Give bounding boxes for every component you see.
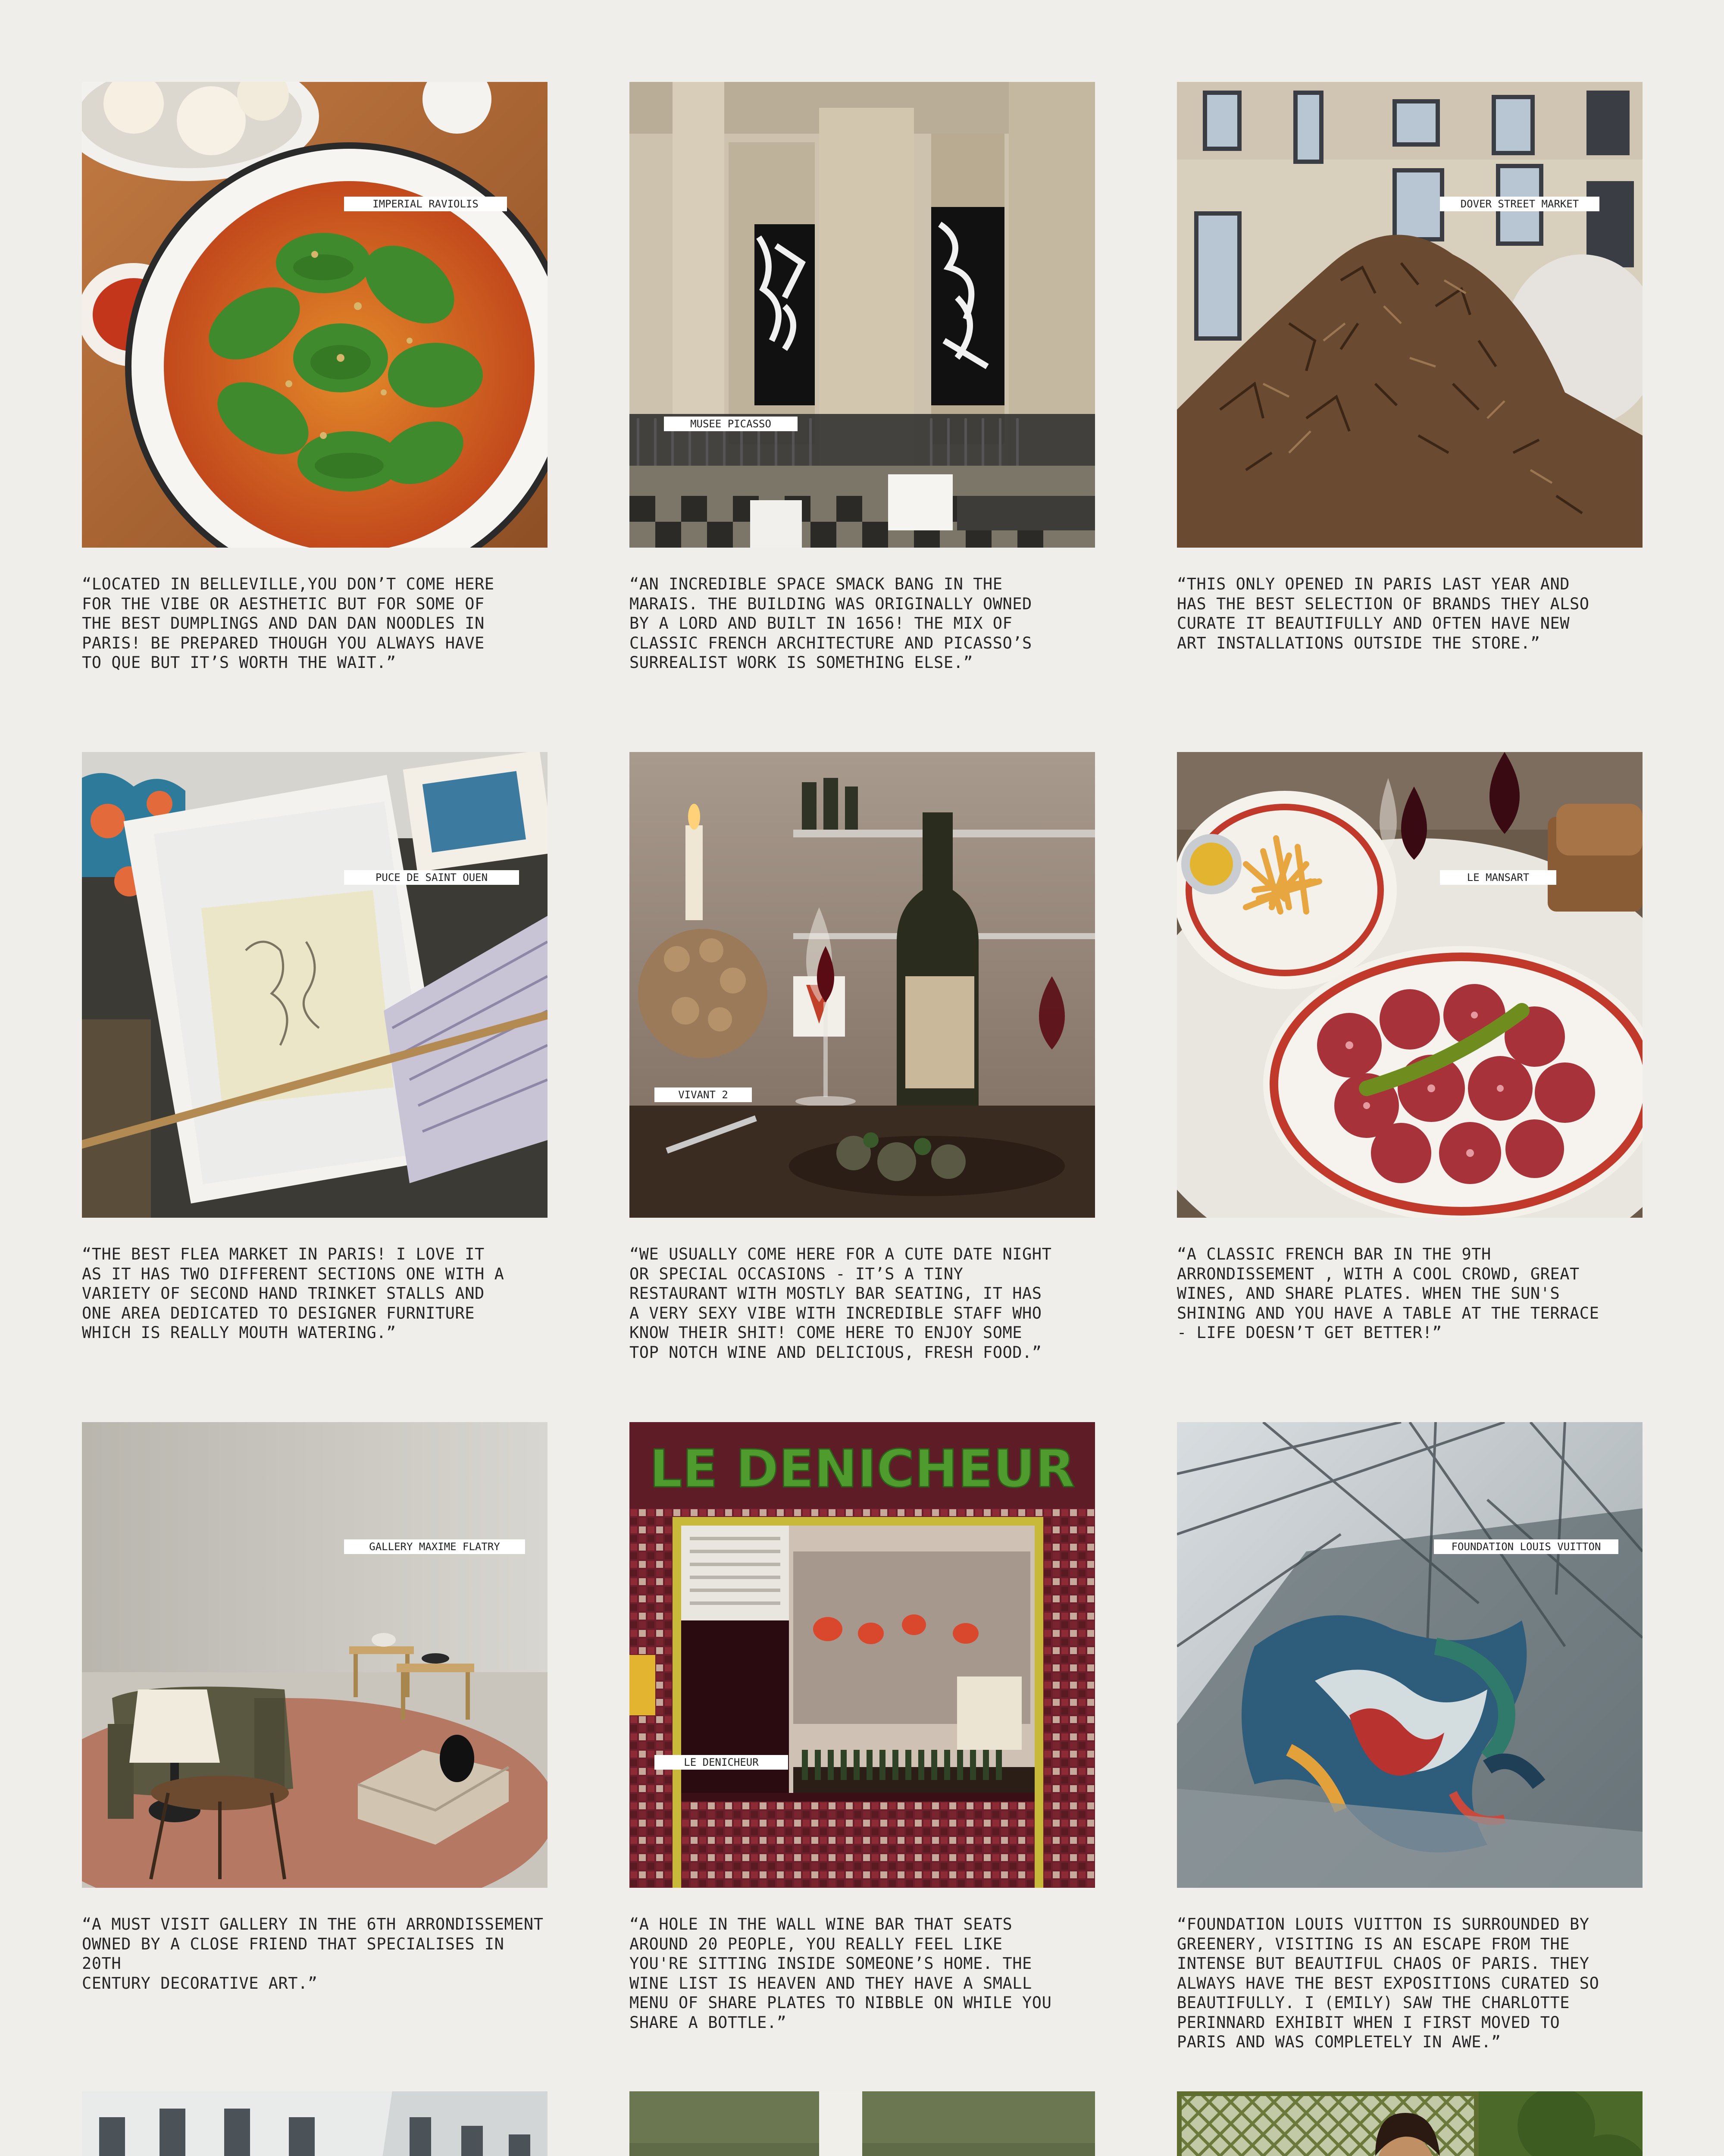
place-card-foundation-louis-vuitton [1177,1422,1643,2051]
place-card-le-mansart [1177,752,1643,1342]
photo-vivant-2 [629,752,1095,1218]
place-caption: “THIS ONLY OPENED IN PARIS LAST YEAR AND HAS THE BEST SELECTION OF BRANDS THEY ALSO CURATE IT BEAUTIFULLY AND OFTEN HAVE NEW ART INSTALLATIONS OUTSIDE THE STORE.” [1177,575,1589,652]
place-card-puce-de-saint-ouen [82,752,548,1342]
photo-gallery-maxime-flatry [82,1422,548,1888]
place-caption: “A MUST VISIT GALLERY IN THE 6TH ARRONDISSEMENT OWNED BY A CLOSE FRIEND THAT SPECIALISES IN 20TH CENTURY DECORATIVE ART.” [82,1915,544,1993]
place-card-le-cornichon [82,2091,548,2156]
place-card-dreaming-man [1177,2091,1643,2156]
photo-dover-street-market [1177,82,1643,548]
place-caption: “AN INCREDIBLE SPACE SMACK BANG IN THE MARAIS. THE BUILDING WAS ORIGINALLY OWNED BY A LORD AND BUILT IN 1656! THE MIX OF CLASSIC FRENCH ARCHITECTURE AND PICASSO’S SURREALIST WORK IS SOMETHING ELSE.” [629,575,1032,672]
photo-the-broken-arm [629,2091,1095,2156]
photo-imperial-raviolis [82,82,548,548]
place-card-imperial-raviolis [82,82,548,672]
place-caption: “A HOLE IN THE WALL WINE BAR THAT SEATS AROUND 20 PEOPLE, YOU REALLY FEEL LIKE YOU'RE SITTING INSIDE SOMEONE’S HOME. THE WINE LIST IS HEAVEN AND THEY HAVE A SMALL MENU OF SHARE PLATES TO NIBBLE ON WHILE YOU SHARE A BOTTLE.” [629,1915,1052,2032]
place-card-musee-picasso [629,82,1095,672]
place-label: FOUNDATION LOUIS VUITTON [1434,1539,1618,1554]
denicheur-facade-sign: LE DENICHEUR [649,1439,1075,1499]
photo-le-denicheur [629,1422,1095,1888]
place-label: LE MANSART [1440,870,1556,885]
photo-puce-de-saint-ouen [82,752,548,1218]
place-card-le-denicheur [629,1422,1095,2032]
photo-foundation-louis-vuitton [1177,1422,1643,1888]
place-caption: “FOUNDATION LOUIS VUITTON IS SURROUNDED BY GREENERY, VISITING IS AN ESCAPE FROM THE INTENSE BUT BEAUTIFUL CHAOS OF PARIS. THEY ALWAYS HAVE THE BEST EXPOSITIONS CURATED SO BEAUTIFULLY. I (EMILY) SAW THE CHARLOTTE PERINNARD EXHIBIT WHEN I FIRST MOVED TO PARIS AND WAS COMPLETELY IN AWE.” [1177,1915,1599,2051]
place-caption: “WE USUALLY COME HERE FOR A CUTE DATE NIGHT OR SPECIAL OCCASIONS - IT’S A TINY RESTAURANT WITH MOSTLY BAR SEATING, IT HAS A VERY SEXY VIBE WITH INCREDIBLE STAFF WHO KNOW THEIR SHIT! COME HERE TO ENJOY SOME TOP NOTCH WINE AND DELICIOUS, FRESH FOOD.” [629,1245,1052,1362]
photo-dreaming-man [1177,2091,1643,2156]
place-caption: “A CLASSIC FRENCH BAR IN THE 9TH ARRONDISSEMENT , WITH A COOL CROWD, GREAT WINES, AND SHARE PLATES. WHEN THE SUN'S SHINING AND YOU HAVE A TABLE AT THE TERRACE - LIFE DOESN’T GET BETTER!” [1177,1245,1599,1342]
place-card-the-broken-arm [629,2091,1095,2156]
place-card-vivant-2 [629,752,1095,1362]
photo-musee-picasso [629,82,1095,548]
place-label: DOVER STREET MARKET [1440,197,1599,211]
photo-le-mansart [1177,752,1643,1218]
place-label: MUSEE PICASSO [664,417,798,431]
place-label: LE DENICHEUR [654,1755,788,1770]
place-caption: “THE BEST FLEA MARKET IN PARIS! I LOVE IT AS IT HAS TWO DIFFERENT SECTIONS ONE WITH A VARIETY OF SECOND HAND TRINKET STALLS AND ONE AREA DEDICATED TO DESIGNER FURNITURE WHICH IS REALLY MOUTH WATERING.” [82,1245,504,1342]
place-label: PUCE DE SAINT OUEN [344,870,519,885]
place-label: IMPERIAL RAVIOLIS [344,197,507,211]
place-caption: “LOCATED IN BELLEVILLE,YOU DON’T COME HERE FOR THE VIBE OR AESTHETIC BUT FOR SOME OF THE BEST DUMPLINGS AND DAN DAN NOODLES IN PARIS! BE PREPARED THOUGH YOU ALWAYS HAVE TO QUE BUT IT’S WORTH THE WAIT.” [82,575,494,672]
place-card-gallery-maxime-flatry [82,1422,548,1993]
photo-le-cornichon [82,2091,548,2156]
place-label: GALLERY MAXIME FLATRY [344,1539,525,1554]
place-card-dover-street-market [1177,82,1643,652]
place-label: VIVANT 2 [654,1087,752,1102]
